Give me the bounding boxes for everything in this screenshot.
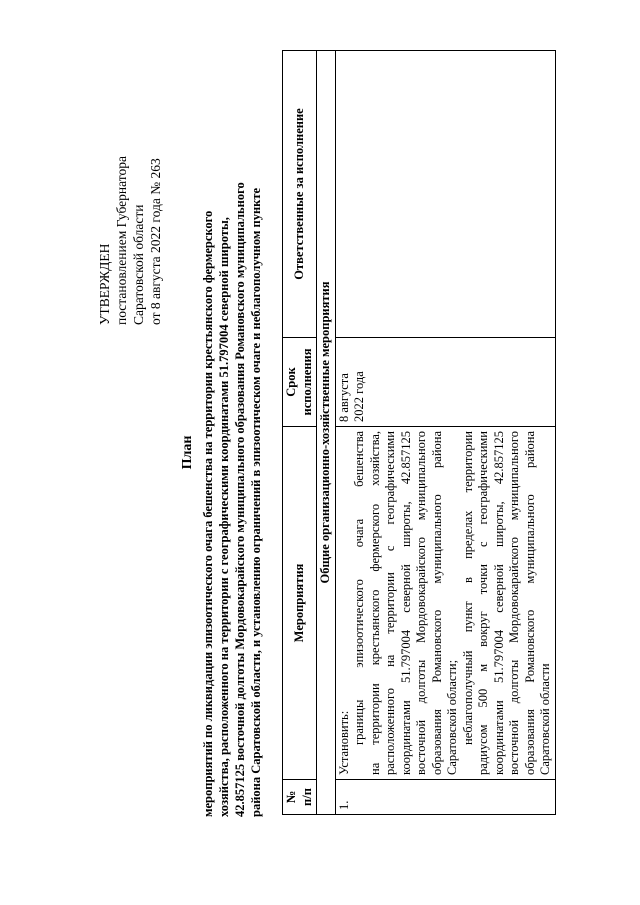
row-responsible xyxy=(335,51,555,338)
event-line: Саратовской области xyxy=(538,663,552,775)
approval-stamp xyxy=(96,25,164,325)
event-line: координатами 51.797004 северной широты, 42.857125 xyxy=(491,431,506,775)
table-header-row xyxy=(283,51,317,815)
approval-line-2: постановлением Губернатора xyxy=(114,156,129,325)
event-line: образования Романовского муниципального района xyxy=(429,431,444,775)
header-num: № п/п xyxy=(283,780,317,815)
event-line: на территории крестьянского фермерского хозяйства, xyxy=(367,431,382,775)
subtitle-line: района Саратовской области, и установлению ограничений в эпизоотическом очаге и неблагополучном пункте xyxy=(249,187,263,817)
event-line: границы эпизоотического очага бешенства xyxy=(352,431,366,745)
event-line: координатами 51.797004 северной широты, 42.857125 xyxy=(398,431,413,775)
term-line: 8 августа xyxy=(336,373,351,422)
plan-subtitle xyxy=(200,57,264,817)
table-row xyxy=(335,51,555,815)
approval-line-1: УТВЕРЖДЕН xyxy=(97,243,112,325)
plan-title: План xyxy=(180,435,195,470)
event-line: Установить: xyxy=(336,710,351,775)
event-line: восточной долготы Мордовокарайского муниципального xyxy=(507,431,521,775)
event-line: неблагополучный пункт в пределах территории xyxy=(460,431,475,745)
term-line: 2022 года xyxy=(352,371,366,422)
event-line: радиусом 500 м вокруг точки с географическими xyxy=(476,431,490,775)
event-line: расположенного на территории с географическими xyxy=(383,431,397,775)
plan-table xyxy=(282,50,556,815)
row-event xyxy=(335,427,555,780)
subtitle-line: мероприятий по ликвидации эпизоотического очага бешенства на территории крестьянского фермерского xyxy=(201,210,215,817)
row-term xyxy=(335,338,555,427)
approval-line-4: от 8 августа 2022 года № 263 xyxy=(148,158,163,325)
approval-line-3: Саратовской области xyxy=(131,204,146,325)
header-event: Мероприятия xyxy=(283,427,317,780)
subtitle-line: хозяйства, расположенного на территории с географическими координатами 51.797004 северной широты, xyxy=(217,217,231,817)
header-responsible: Ответственные за исполнение xyxy=(283,51,317,338)
header-term: Срок исполнения xyxy=(283,338,317,427)
section-title: Общие организационно-хозяйственные мероприятия xyxy=(317,51,336,815)
event-line: Саратовской области; xyxy=(445,659,459,775)
event-line: восточной долготы Мордовокарайского муниципального xyxy=(414,431,428,775)
row-num: 1. xyxy=(335,780,555,815)
event-line: образования Романовского муниципального района xyxy=(522,431,537,775)
subtitle-line: 42.857125 восточной долготы Мордовокарайского муниципального образования Романовского муниципального xyxy=(233,182,247,817)
section-row xyxy=(317,51,336,815)
